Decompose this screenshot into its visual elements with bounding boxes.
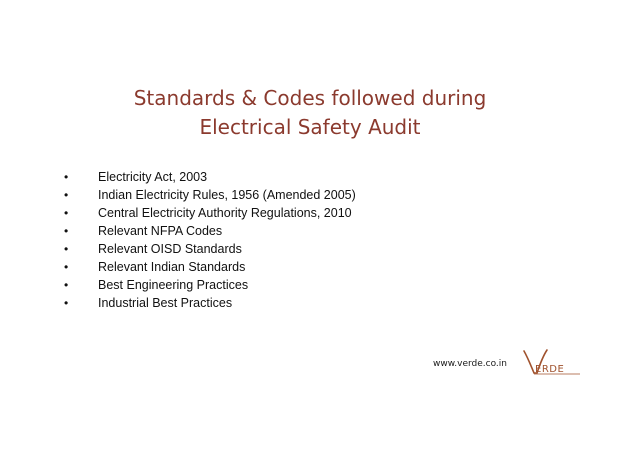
bullet-icon: • — [64, 224, 69, 238]
list-item — [64, 240, 356, 258]
list-item-text: Indian Electricity Rules, 1956 (Amended 2005) — [98, 188, 356, 202]
slide-title-line-2: Electrical Safety Audit — [199, 115, 421, 139]
list-item — [64, 168, 356, 186]
list-item-text: Relevant Indian Standards — [98, 260, 246, 274]
logo-wordmark: ERDE — [535, 364, 565, 375]
slide-title-line-1: Standards & Codes followed during — [133, 86, 487, 110]
list-item — [64, 222, 356, 240]
standards-list — [64, 168, 356, 312]
bullet-icon: • — [64, 188, 69, 202]
list-item-text: Best Engineering Practices — [98, 278, 249, 292]
bullet-icon: • — [64, 206, 69, 220]
verde-logo-icon — [522, 348, 584, 376]
list-item — [64, 294, 356, 312]
bullet-icon: • — [64, 260, 69, 274]
bullet-icon: • — [64, 278, 69, 292]
list-item — [64, 258, 356, 276]
list-item — [64, 186, 356, 204]
list-item-text: Relevant OISD Standards — [98, 242, 242, 256]
list-item — [64, 276, 356, 294]
list-item — [64, 204, 356, 222]
list-item-text: Central Electricity Authority Regulations, 2010 — [98, 206, 352, 220]
bullet-icon: • — [64, 296, 69, 310]
list-item-text: Industrial Best Practices — [98, 296, 233, 310]
bullet-icon: • — [64, 242, 69, 256]
list-item-text: Electricity Act, 2003 — [98, 170, 208, 184]
slide-title — [80, 84, 540, 142]
bullet-icon: • — [64, 170, 69, 184]
list-item-text: Relevant NFPA Codes — [98, 224, 223, 238]
footer-url: www.verde.co.in — [433, 359, 507, 369]
